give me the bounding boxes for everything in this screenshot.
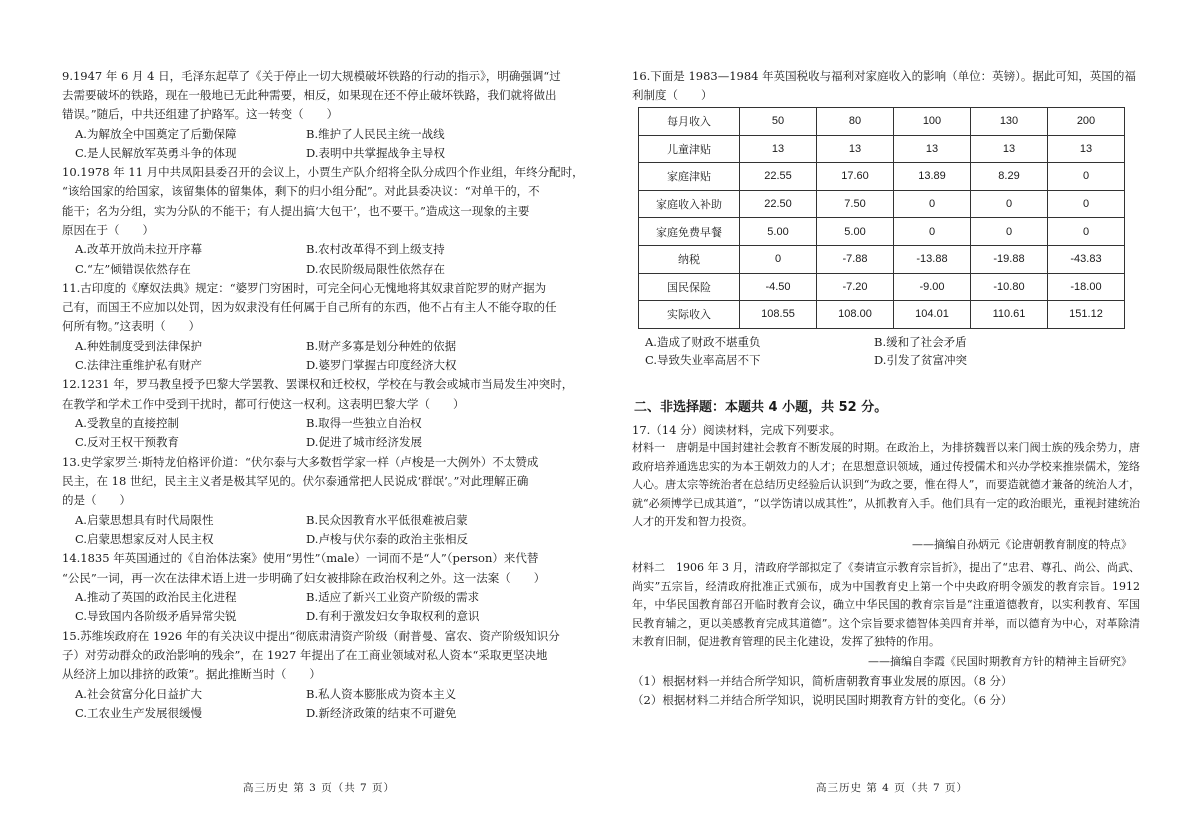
q10-line-2: “该给国家的给国家，该留集体的留集体，剩下的归小组分配”。对此县委决议：“对单干的，不 — [62, 184, 540, 198]
table-row-header: 实际收入 — [639, 301, 740, 329]
q12-option-c: C.反对王权干预教育 — [75, 435, 180, 449]
q10-option-a: A.改革开放尚未拉开序幕 — [75, 242, 202, 256]
table-cell: -7.88 — [817, 245, 894, 273]
q11-line-1: 11.古印度的《摩奴法典》规定：“婆罗门穷困时，可完全问心无愧地将其奴隶首陀罗的财产据为 — [62, 281, 547, 295]
q16-line-1: 16.下面是 1983—1984 年英国税收与福利对家庭收入的影响（单位：英镑）。据此可知，英国的福 — [632, 69, 1136, 83]
q10-option-d: D.农民阶级局限性依然存在 — [306, 262, 445, 276]
q15-option-b: B.私人资本膨胀成为资本主义 — [306, 687, 457, 701]
left-page-footer: 高三历史 第 3 页（共 7 页） — [243, 782, 396, 794]
q10-line-3: 能干；名为分组，实为分队的不能干；有人提出搞‘大包干’，也不要干。”造成这一现象的主要 — [62, 204, 530, 218]
table-cell: 13.89 — [894, 163, 971, 191]
table-cell: 0 — [1048, 163, 1125, 191]
q12-option-b: B.取得一些独立自治权 — [306, 416, 422, 430]
q9-line-1: 9.1947 年 6 月 4 日，毛泽东起草了《关于停止一切大规模破坏铁路的行动的指示》，明确强调“过 — [62, 69, 561, 83]
q14-option-d: D.有利于激发妇女争取权利的意识 — [306, 609, 480, 623]
q9-line-2: 去需要破坏的铁路，现在一般地已无此种需要，相反，如果现在还不停止破坏铁路，我们就将做出 — [62, 88, 557, 102]
table-cell: 0 — [894, 190, 971, 218]
table-cell: 13 — [971, 135, 1048, 163]
table-cell: 13 — [894, 135, 971, 163]
table-cell: 7.50 — [817, 190, 894, 218]
q16-line-2: 利制度（ ） — [632, 88, 713, 102]
q17-material-1: 材料一 唐朝是中国封建社会教育不断发展的时期。在政治上，为排挤魏晋以来门阀士族的残余势力，唐政府培养通选忠实的为本王朝效力的人才；在思想意识领域，通过传授儒术和兴办学校来推崇儒术，笼络人心。唐太宗等统治者在总结历史经验后认识到“为政之要，惟在得人”，而要造就德才兼备的统治人才，就“必须博学已成其道”，“以学饬请以成其性”，从抓教育入手。他们具有一定的政治眼光，重视封建统治人才的开发和智力投资。 — [632, 441, 1140, 529]
q16-option-a: A.造成了财政不堪重负 — [645, 335, 761, 349]
q13-option-b: B.民众因教育水平低很难被启蒙 — [306, 513, 468, 527]
q15-line-3: 从经济上加以排挤的政策”。据此推断当时（ ） — [62, 667, 321, 681]
table-row-header: 家庭收入补助 — [639, 190, 740, 218]
q11-option-c: C.法律注重维护私有财产 — [75, 358, 203, 372]
q10-line-1: 10.1978 年 11 月中共凤阳县委召开的会议上，小贾生产队介绍将全队分成四个作业组，年终分配时， — [62, 165, 584, 179]
table-row-header: 每月收入 — [639, 108, 740, 136]
table-row — [639, 218, 1125, 246]
q13-option-d: D.卢梭与伏尔泰的政治主张相反 — [306, 532, 468, 546]
q15-line-2: 子）对劳动群众的政治影响的残余”，在 1927 年提出了在工商业领域对私人资本“采取更坚决地 — [62, 648, 548, 662]
table-row — [639, 273, 1125, 301]
q13-option-c: C.启蒙思想家反对人民主权 — [75, 532, 214, 546]
table-cell: 13 — [1048, 135, 1125, 163]
table-cell: -19.88 — [971, 245, 1048, 273]
table-cell: 50 — [740, 108, 817, 136]
q17-source-2: ——摘编自李霞《民国时期教育方针的精神主旨研究》 — [868, 655, 1132, 668]
table-row — [639, 108, 1125, 136]
table-row-header: 纳税 — [639, 245, 740, 273]
q10-line-4: 原因在于（ ） — [62, 223, 154, 237]
q14-option-b: B.适应了新兴工业资产阶级的需求 — [306, 590, 480, 604]
table-cell: -7.20 — [817, 273, 894, 301]
q15-option-d: D.新经济政策的结束不可避免 — [306, 706, 457, 720]
table-row — [639, 135, 1125, 163]
table-cell: 22.55 — [740, 163, 817, 191]
table-cell: -9.00 — [894, 273, 971, 301]
q17-material-2: 材料二 1906 年 3 月，清政府学部拟定了《奏请宣示教育宗旨折》，提出了“忠君、尊孔、尚公、尚武、尚实”五宗旨，经清政府批准正式颁布，成为中国教育史上第一个中央政府明令颁发的教育宗旨。1912 年，中华民国教育部召开临时教育会议，确立中华民国的教育宗旨是“注重道德教育，以实利教育、军国民教育辅之，更以美感教育完成其道德”。这个宗旨要求德智体美四育并举，而以德育为中心，对革除清末教育旧制，促进教育管理的民主化建设，发挥了独特的作用。 — [632, 561, 1140, 649]
q11-line-2: 己有，而国王不应加以处罚，因为奴隶没有任何属于自己所有的东西，他不占有主人不能夺取的任 — [62, 300, 557, 314]
table-cell: 151.12 — [1048, 301, 1125, 329]
q13-line-3: 的是（ ） — [62, 493, 131, 507]
section-2-title: 二、非选择题：本题共 4 小题，共 52 分。 — [634, 400, 888, 415]
table-cell: -10.80 — [971, 273, 1048, 301]
table-cell: 104.01 — [894, 301, 971, 329]
q12-option-a: A.受教皇的直接控制 — [75, 416, 179, 430]
q11-option-b: B.财产多寡是划分种姓的依据 — [306, 339, 457, 353]
q9-option-b: B.维护了人民民主统一战线 — [306, 127, 445, 141]
q14-line-1: 14.1835 年英国通过的《自治体法案》使用“男性”（male）一词而不是“人”（person）来代替 — [62, 551, 539, 565]
table-cell: 0 — [894, 218, 971, 246]
table-cell: -4.50 — [740, 273, 817, 301]
q17-source-1: ——摘编自孙炳元《论唐朝教育制度的特点》 — [912, 538, 1132, 551]
q9-option-d: D.表明中共掌握战争主导权 — [306, 146, 445, 160]
table-cell: 13 — [817, 135, 894, 163]
q13-option-a: A.启蒙思想具有时代局限性 — [75, 513, 214, 527]
q16-option-b: B.缓和了社会矛盾 — [874, 335, 967, 349]
q10-option-c: C.“左”倾错误依然存在 — [75, 262, 191, 276]
table-cell: 0 — [1048, 190, 1125, 218]
q12-option-d: D.促进了城市经济发展 — [306, 435, 422, 449]
welfare-table-body — [639, 108, 1125, 329]
table-cell: 200 — [1048, 108, 1125, 136]
q15-option-a: A.社会贫富分化日益扩大 — [75, 687, 202, 701]
table-cell: 0 — [740, 245, 817, 273]
table-cell: 17.60 — [817, 163, 894, 191]
table-cell: -13.88 — [894, 245, 971, 273]
table-row — [639, 190, 1125, 218]
table-row-header: 家庭津贴 — [639, 163, 740, 191]
table-cell: 80 — [817, 108, 894, 136]
table-cell: 108.00 — [817, 301, 894, 329]
table-cell: 100 — [894, 108, 971, 136]
table-cell: 108.55 — [740, 301, 817, 329]
table-row-header: 家庭免费早餐 — [639, 218, 740, 246]
table-cell: 22.50 — [740, 190, 817, 218]
q9-option-c: C.是人民解放军英勇斗争的体现 — [75, 146, 237, 160]
q12-line-2: 在教学和学术工作中受到干扰时，都可行使这一权利。这表明巴黎大学（ ） — [62, 397, 465, 411]
table-row — [639, 301, 1125, 329]
q15-option-c: C.工农业生产发展很缓慢 — [75, 706, 203, 720]
q13-line-2: 民主，在 18 世纪，民主主义者是极其罕见的。伏尔泰通常把人民说成‘群氓’。”对此理解正确 — [62, 474, 529, 488]
q12-line-1: 12.1231 年，罗马教皇授予巴黎大学罢教、罢课权和迁校权，学校在与教会或城市当局发生冲突时， — [62, 377, 574, 391]
q14-line-2: “公民”一词，再一次在法律术语上进一步明确了妇女被排除在政治权利之外。这一法案（ ） — [62, 571, 546, 585]
table-cell: 13 — [740, 135, 817, 163]
q17-head: 17.（14 分）阅读材料，完成下列要求。 — [632, 423, 842, 437]
table-row — [639, 163, 1125, 191]
table-cell: 5.00 — [817, 218, 894, 246]
welfare-income-table — [638, 107, 1125, 329]
q15-line-1: 15.苏维埃政府在 1926 年的有关决议中提出“彻底肃清资产阶级（耐普曼、富农、资产阶级知识分 — [62, 629, 560, 643]
table-row-header: 儿童津贴 — [639, 135, 740, 163]
q9-option-a: A.为解放全中国奠定了后勤保障 — [75, 127, 237, 141]
table-cell: 0 — [971, 218, 1048, 246]
q17-requirement-2: （2）根据材料二并结合所学知识，说明民国时期教育方针的变化。（6 分） — [632, 693, 1013, 707]
table-row-header: 国民保险 — [639, 273, 740, 301]
table-cell: 0 — [1048, 218, 1125, 246]
right-page-footer: 高三历史 第 4 页（共 7 页） — [816, 782, 969, 794]
q17-requirement-1: （1）根据材料一并结合所学知识，简析唐朝教育事业发展的原因。（8 分） — [632, 674, 1013, 688]
q10-option-b: B.农村改革得不到上级支持 — [306, 242, 445, 256]
q9-line-3: 错误。”随后，中共还组建了护路军。这一转变（ ） — [62, 107, 339, 121]
table-cell: -18.00 — [1048, 273, 1125, 301]
table-cell: 110.61 — [971, 301, 1048, 329]
q16-option-d: D.引发了贫富冲突 — [874, 353, 967, 367]
table-cell: 8.29 — [971, 163, 1048, 191]
table-cell: 5.00 — [740, 218, 817, 246]
q14-option-c: C.导致国内各阶级矛盾异常尖锐 — [75, 609, 237, 623]
table-row — [639, 245, 1125, 273]
q14-option-a: A.推动了英国的政治民主化进程 — [75, 590, 237, 604]
q11-option-d: D.婆罗门掌握古印度经济大权 — [306, 358, 457, 372]
table-cell: -43.83 — [1048, 245, 1125, 273]
q11-option-a: A.种姓制度受到法律保护 — [75, 339, 202, 353]
table-cell: 0 — [971, 190, 1048, 218]
q11-line-3: 何所有物。”这表明（ ） — [62, 319, 201, 333]
q16-option-c: C.导致失业率高居不下 — [645, 353, 761, 367]
q13-line-1: 13.史学家罗兰·斯特龙伯格评价道：“伏尔泰与大多数哲学家一样（卢梭是一大例外）不太赞成 — [62, 455, 539, 469]
table-cell: 130 — [971, 108, 1048, 136]
